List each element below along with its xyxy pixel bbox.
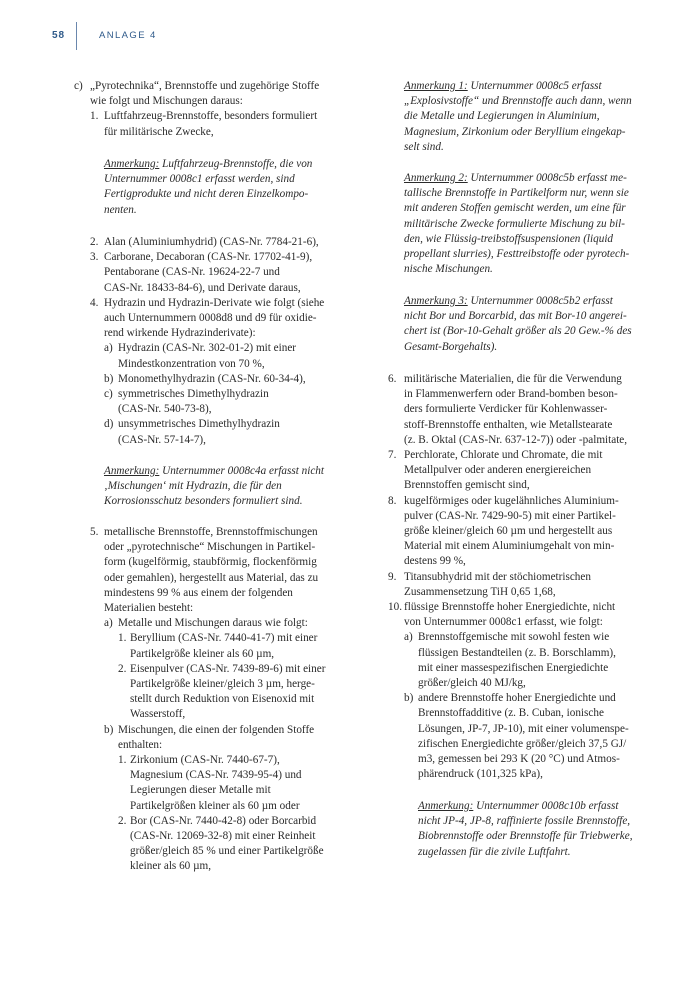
text-line: Alan (Aluminiumhydrid) (CAS-Nr. 7784-21-6), [104,236,319,248]
text-line: Monomethylhydrazin (CAS-Nr. 60-34-4), [118,372,306,385]
item-number: 8. [388,494,397,507]
text-line: destens 99 %, [404,555,466,568]
text-line: Mindestkonzentration von 70 %, [118,357,265,370]
text-line: in Flammenwerfern oder Brand-bomben beson- [404,388,618,401]
text-line: Metallpulver oder anderen energiereichen [404,464,592,477]
text-line: (CAS-Nr. 540-73-8), [118,403,212,416]
text-line: kugelförmiges oder kugelähnliches Aluminium- [404,494,619,507]
text-line: Titansubhydrid mit der stöchiometrischen [404,570,591,583]
text-line: militärische Materialien, die für die Verwendung [404,373,622,385]
page-header [0,28,700,48]
text-line: (z. B. Oktal (CAS-Nr. 637-12-7)) oder -palmitate, [404,433,628,446]
note-line: selt sind. [404,140,444,153]
note-text: Unternummer 0008c5b2 erfasst [467,295,613,307]
text-line: Perchlorate, Chlorate und Chromate, die mit [404,449,603,461]
text-line: flüssigen Bestandteilen (z. B. Borschlamm), [418,646,616,659]
sub-label: a) [104,617,113,630]
text-line: phärendruck (101,325 kPa), [418,768,543,781]
note-line [404,294,613,309]
text-line: enthalten: [118,738,163,751]
text-line: unsymmetrisches Dimethylhydrazin [118,418,280,431]
note-line: Magnesium, Zirkonium oder Beryllium eingekap- [404,125,626,138]
text-line: symmetrisches Dimethylhydrazin [118,388,269,400]
note-line: tallische Brennstoffe in Partikelform nur, wenn sie [404,187,629,200]
item-number: 1. [90,110,99,123]
text-line: Materialien besteht: [104,602,194,614]
text-line: für militärische Zwecke, [104,125,214,138]
text-line: größe kleiner/gleich 60 µm und hergestellt aus [404,525,613,537]
text-line: oder „pyrotechnische“ Mischungen in Partikel- [104,541,316,554]
text-line: Carborane, Decaboran (CAS-Nr. 17702-41-9), [104,251,313,264]
note-line [104,157,312,172]
text-line: Mischungen, die einen der folgenden Stoffe [118,723,315,736]
text-line: stoff-Brennstoffe enthalten, wie Metallstearate [404,418,613,431]
note-label: Anmerkung: [104,465,160,477]
item-c-label: c) [74,80,83,92]
text-line: Beryllium (CAS-Nr. 7440-41-7) mit einer [130,632,318,645]
note-label: Anmerkung 2: [404,172,468,184]
text-line: Bor (CAS-Nr. 7440-42-8) oder Borcarbid [130,814,317,827]
note-line: mit anderen Stoffen gemischt werden, um eine für [404,202,626,215]
note-line: propellant slurries), Festtreibstoffe oder pyrotech- [404,248,630,260]
text-line: Hydrazin (CAS-Nr. 302-01-2) mit einer [118,342,297,355]
note-line [404,79,602,94]
text-line: m3, gemessen bei 293 K (20 °C) und Atmos- [418,753,620,765]
text-line: kleiner als 60 µm, [130,860,212,873]
text-line: wie folgt und Mischungen daraus: [90,95,243,108]
item-number: 5. [90,526,99,538]
item-number: 7. [388,449,397,461]
text-line: Brennstoffen gemischt sind, [404,479,530,492]
note-line: ‚Mischungen‘ mit Hydrazin, die für den [104,480,282,493]
sub-label: a) [104,342,113,355]
item-number: 6. [388,373,397,385]
item-number: 2. [118,662,127,675]
text-line: flüssige Brennstoffe hoher Energiedichte, nicht [404,601,616,613]
item-number: 1. [118,754,127,766]
text-line: Pentaborane (CAS-Nr. 19624-22-7 und [104,266,280,279]
note-text: Unternummer 0008c5 erfasst [467,80,602,92]
text-line: (CAS-Nr. 12069-32-8) mit einer Reinheit [130,830,316,842]
item-number: 2. [90,236,99,248]
sub-label: d) [104,418,114,431]
note-line: die Metalle und Legierungen in Aluminium, [404,110,600,123]
item-number: 4. [90,296,99,309]
item-number: 9. [388,570,397,583]
text-line: Brennstoffgemische mit sowohl festen wie [418,631,610,644]
text-line: oder gemahlen), hergestellt aus Material, das zu [104,571,319,584]
note-line: militärische Zwecke formulierte Mischung zu bil- [404,217,625,230]
note-text: Unternummer 0008c5b erfasst me- [467,172,627,184]
text-line: Eisenpulver (CAS-Nr. 7439-89-6) mit einer [130,662,326,675]
note-line: nenten. [104,203,137,216]
note-line: „Explosivstoffe“ und Brennstoffe auch dann, wenn [404,95,632,108]
sub-label: b) [104,372,114,385]
text-line: Legierungen dieser Metalle mit [130,784,271,797]
text-line: von Unternummer 0008c1 erfasst, wie folgt: [404,616,603,629]
text-line: Partikelgröße kleiner als 60 µm, [130,647,275,660]
text-line: „Pyrotechnika“, Brennstoffe und zugehörige Stoffe [90,80,320,92]
note-line [404,171,627,186]
sub-label: a) [404,631,413,644]
text-line: pulver (CAS-Nr. 7429-90-5) mit einer Partikel- [404,509,616,522]
text-line: größer/gleich 40 MJ/kg, [418,677,526,689]
note-label: Anmerkung 3: [404,295,468,307]
item-number: 1. [118,632,127,645]
text-line: Zusammensetzung TiH 0,65 1,68, [404,585,556,598]
text-line: Brennstoffadditive (z. B. Cuban, ionische [418,707,604,720]
text-line: Hydrazin und Hydrazin-Derivate wie folgt (siehe [104,296,325,309]
note-text: Luftfahrzeug-Brennstoffe, die von [159,158,313,170]
note-line: nicht Bor und Borcarbid, das mit Bor-10 angerei- [404,310,627,323]
note-line: nische Mischungen. [404,263,493,276]
text-line: Zirkonium (CAS-Nr. 7440-67-7), [130,754,280,766]
note-line: den, wie Flüssig-treibstoffsuspensionen (liquid [404,232,614,245]
note-line: nicht JP-4, JP-8, raffinierte fossile Brennstoffe, [418,815,631,828]
note-text: Unternummer 0008c10b erfasst [473,800,619,812]
text-line: andere Brennstoffe hoher Energiedichte und [418,692,616,705]
note-line [104,464,324,479]
header-divider [76,22,77,50]
sub-label: b) [404,692,414,705]
text-line: Metalle und Mischungen daraus wie folgt: [118,617,308,630]
text-line: rend wirkende Hydrazinderivate): [104,327,256,340]
note-text: Unternummer 0008c4a erfasst nicht [159,465,325,477]
note-line: Fertigprodukte und nicht deren Einzelkompo- [104,188,309,201]
note-line: zugelassen für die zivile Luftfahrt. [418,845,571,858]
note-line: Gesamt-Borgehalts). [404,340,498,353]
note-line: Biobrennstoffe oder Brennstoffe für Triebwerke, [418,830,633,843]
text-line: CAS-Nr. 18433-84-6), und Derivate daraus, [104,281,301,294]
sub-label: c) [104,388,113,400]
text-line: Material mit einem Aluminiumgehalt von min- [404,540,615,553]
note-label: Anmerkung: [418,800,474,812]
page-number: 58 [52,30,66,41]
text-line: Magnesium (CAS-Nr. 7439-95-4) und [130,769,302,782]
text-line: form (kugelförmig, staubförmig, flockenförmig [104,556,317,569]
item-number: 2. [118,814,127,827]
note-line: Korrosionsschutz besonders formuliert sind. [104,495,303,508]
text-line: Lösungen, JP-7, JP-10), mit einer volumenspe- [418,722,629,735]
item-number: 3. [90,251,99,264]
text-line: Wasserstoff, [130,708,186,721]
text-line: auch Unternummern 0008d8 und d9 für oxidie- [104,312,317,324]
text-line: Partikelgrößen kleiner als 60 µm oder [130,799,300,812]
text-line: stellt durch Reduktion von Eisenoxid mit [130,693,315,706]
text-line: metallische Brennstoffe, Brennstoffmischungen [104,526,318,538]
text-line: Luftfahrzeug-Brennstoffe, besonders formuliert [104,110,318,123]
note-label: Anmerkung 1: [404,80,468,92]
text-line: (CAS-Nr. 57-14-7), [118,433,206,446]
text-line: mit einer massespezifischen Energiedichte [418,661,609,674]
item-number: 10. [388,601,402,613]
section-title: ANLAGE 4 [99,30,157,41]
text-line: zifischen Energiedichte größer/gleich 37,5 GJ/ [418,737,627,750]
text-line: Partikelgröße kleiner/gleich 3 µm, herge- [130,678,315,690]
text-line: größer/gleich 85 % und einer Partikelgröße [130,845,324,858]
note-line: Unternummer 0008c1 erfasst werden, sind [104,173,295,186]
sub-label: b) [104,723,114,736]
note-line: chert ist (Bor-10-Gehalt größer als 20 Gew.-% des [404,325,632,338]
text-line: ders formulierte Verdicker für Kohlenwasser- [404,403,608,416]
note-label: Anmerkung: [104,158,160,170]
text-line: mindestens 99 % aus einem der folgenden [104,586,293,599]
note-line [418,799,618,814]
